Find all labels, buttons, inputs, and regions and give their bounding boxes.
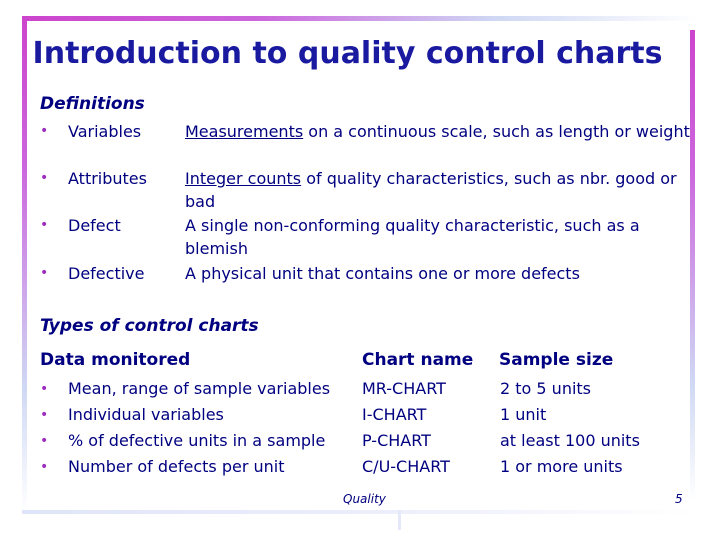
data-monitored-list xyxy=(40,376,330,480)
bullet-icon: • xyxy=(40,433,49,449)
definition-desc-rest: of quality characteristics, such as nbr. good or bad xyxy=(185,169,677,211)
definition-desc xyxy=(185,120,690,143)
slide-title: Introduction to quality control charts xyxy=(32,36,663,71)
list-item: P-CHART xyxy=(362,431,431,450)
list-item xyxy=(40,454,330,480)
list-item: 2 to 5 units xyxy=(500,379,592,398)
frame-right-bar xyxy=(690,30,695,500)
frame-bottom-mark xyxy=(398,510,401,530)
page-number: 5 xyxy=(675,492,683,506)
column-header-data: Data monitored xyxy=(40,350,191,370)
list-item: MR-CHART xyxy=(362,379,446,398)
column-header-sample: Sample size xyxy=(499,350,614,370)
data-monitored-text: Mean, range of sample variables xyxy=(68,379,331,398)
data-monitored-text: Individual variables xyxy=(68,405,224,424)
frame-bottom-bar xyxy=(22,510,698,514)
bullet-icon: • xyxy=(40,459,49,475)
list-item: C/U-CHART xyxy=(362,457,450,476)
definition-desc-underlined: Measurements xyxy=(185,122,304,141)
data-monitored-text: % of defective units in a sample xyxy=(68,431,326,450)
column-header-chart: Chart name xyxy=(362,350,474,370)
bullet-icon: • xyxy=(40,381,49,397)
definition-desc-rest: A physical unit that contains one or more defects xyxy=(185,264,580,283)
frame-top-bar xyxy=(22,16,698,21)
definition-term: Defect xyxy=(68,216,121,235)
definitions-heading: Definitions xyxy=(40,94,145,114)
definition-desc xyxy=(185,214,690,260)
data-monitored-text: Number of defects per unit xyxy=(68,457,285,476)
bullet-icon: • xyxy=(40,407,49,423)
chart-name-list xyxy=(362,376,450,480)
bullet-icon: • xyxy=(40,265,49,281)
list-item xyxy=(40,376,330,402)
bullet-icon: • xyxy=(40,123,49,139)
definition-desc-rest: A single non-conforming quality characteristic, such as a blemish xyxy=(185,216,640,258)
types-heading: Types of control charts xyxy=(40,316,259,336)
definition-desc-underlined: Integer counts xyxy=(185,169,302,188)
definition-term: Variables xyxy=(68,122,142,141)
footer-label: Quality xyxy=(343,492,386,506)
list-item: I-CHART xyxy=(362,405,427,424)
definition-desc xyxy=(185,262,690,285)
bullet-icon: • xyxy=(40,217,49,233)
list-item xyxy=(40,428,330,454)
sample-size-list xyxy=(500,376,640,480)
frame-left-bar xyxy=(22,16,27,511)
definition-term: Defective xyxy=(68,264,145,283)
bullet-icon: • xyxy=(40,170,49,186)
definition-desc-rest: on a continuous scale, such as length or weight xyxy=(303,122,690,141)
list-item: at least 100 units xyxy=(500,431,640,450)
list-item: 1 or more units xyxy=(500,457,623,476)
list-item: 1 unit xyxy=(500,405,547,424)
definition-desc xyxy=(185,167,690,213)
definition-term: Attributes xyxy=(68,169,147,188)
list-item xyxy=(40,402,330,428)
